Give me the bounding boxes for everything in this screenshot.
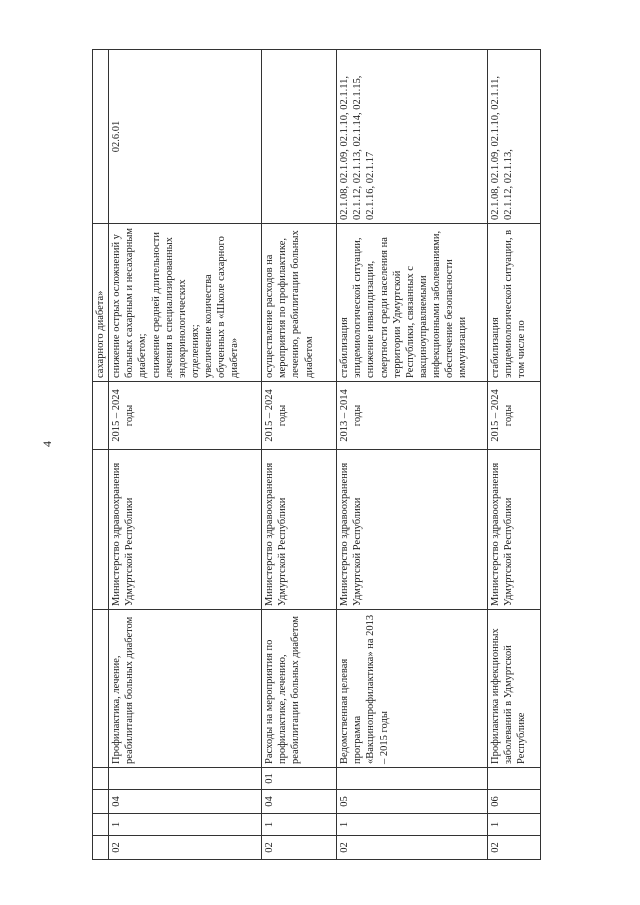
cell [93,50,109,224]
period: 2015 – 2024 годы [488,382,541,450]
code-gp: 02 [337,836,488,860]
table-row [337,50,488,860]
table-row-continuation [93,50,109,860]
activity-name: Расходы на мероприятия по профилактике, лечению, реабилитации больных диабетом [262,610,337,768]
code-m [337,768,488,790]
header-continuation-cell: сахарного диабета» [93,224,109,382]
expected-result: стабилизация эпидемиологической ситуации, снижение инвалидизации, смертности среди населения на территории Удмуртской Республики, связанных с вакциноуправляемыми инфекционными заболеваниями, обеспечение безопасности иммунизации [337,224,488,382]
cell [93,768,109,790]
executor: Министерство здравоохранения Удмуртской Республики [337,450,488,610]
cell [93,450,109,610]
program-table [92,49,541,860]
period: 2015 – 2024 годы [262,382,337,450]
executor: Министерство здравоохранения Удмуртской Республики [109,450,262,610]
code-pp: 1 [109,814,262,836]
executor: Министерство здравоохранения Удмуртской Республики [488,450,541,610]
code-gp: 02 [109,836,262,860]
indicators: 02.1.08, 02.1.09, 02.1.10, 02.1.11, 02.1.12, 02.1.13, 02.1.14, 02.1.15, 02.1.16, 02.1.17 [337,50,488,224]
code-om: 05 [337,790,488,814]
code-om: 06 [488,790,541,814]
executor: Министерство здравоохранения Удмуртской Республики [262,450,337,610]
activity-name: Профилактика инфекционных заболеваний в Удмуртской Республике [488,610,541,768]
code-gp: 02 [262,836,337,860]
table-row [488,50,541,860]
cell [93,610,109,768]
page-number: 4 [40,441,54,447]
indicators: 02.1.08, 02.1.09, 02.1.10, 02.1.11, 02.1.12, 02.1.13, [488,50,541,224]
rotated-table-container [92,50,562,860]
cell [93,790,109,814]
code-pp: 1 [488,814,541,836]
code-gp: 02 [488,836,541,860]
expected-result: стабилизация эпидемиологической ситуации, в том числе по [488,224,541,382]
code-m [488,768,541,790]
code-om: 04 [109,790,262,814]
activity-name: Профилактика, лечение, реабилитация больных диабетом [109,610,262,768]
indicators [262,50,337,224]
cell [93,836,109,860]
cell [93,382,109,450]
code-m [109,768,262,790]
cell [93,814,109,836]
period: 2013 – 2014 годы [337,382,488,450]
code-pp: 1 [262,814,337,836]
table-row [109,50,262,860]
table-row [262,50,337,860]
code-om: 04 [262,790,337,814]
period: 2015 – 2024 годы [109,382,262,450]
indicators: 02.6.01 [109,50,262,224]
expected-result: осуществление расходов на мероприятия по профилактике, лечению, реабилитации больных диабетом [262,224,337,382]
code-pp: 1 [337,814,488,836]
code-m: 01 [262,768,337,790]
activity-name: Ведомственная целевая программа «Вакцинопрофилактика» на 2013 – 2015 годы [337,610,488,768]
expected-result: снижение острых осложнений у больных сахарным и несахарным диабетом; снижение средней длительности лечения в специализированных эндокринологических отделениях; увеличение количества обученных в «Школе сахарного диабета» [109,224,262,382]
